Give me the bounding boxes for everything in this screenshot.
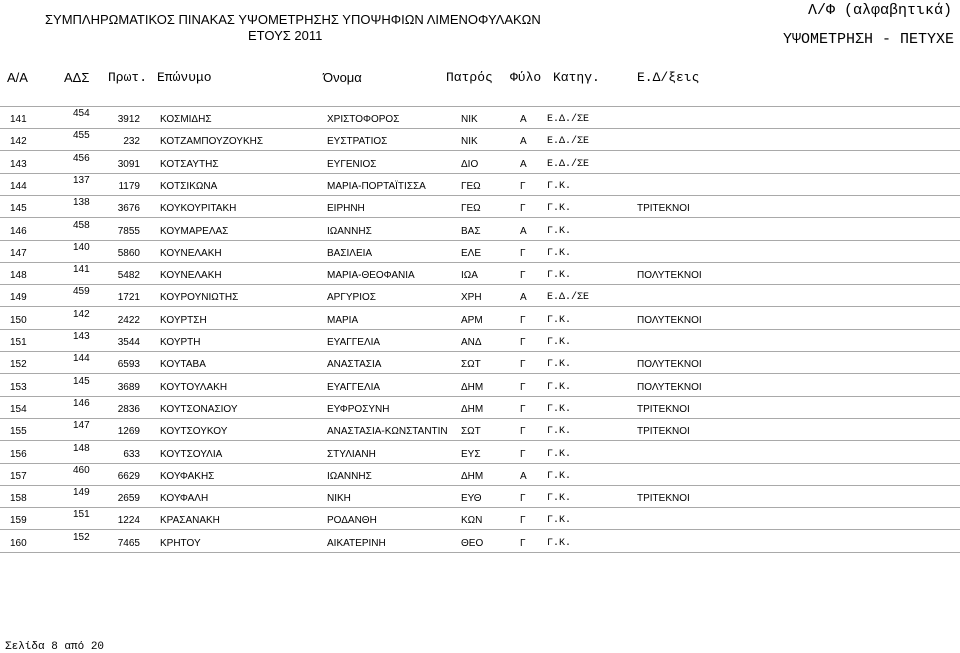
cell-category: Ε.Δ./ΣΕ	[547, 136, 590, 148]
cell-patronymic: ΕΛΕ	[461, 247, 482, 259]
cell-name: ΑΡΓΥΡΙΟΣ	[327, 292, 376, 304]
cell-category: Ε.Δ./ΣΕ	[547, 292, 590, 304]
cell-name: ΙΩΑΝΝΗΣ	[327, 470, 372, 482]
cell-surname: ΚΟΥΡΤΗ	[160, 337, 201, 348]
cell-patronymic: ΑΡΜ	[461, 314, 483, 326]
cell-aa: 150	[10, 314, 27, 326]
cell-name: ΕΥΦΡΟΣΥΝΗ	[327, 403, 390, 415]
cell-patronymic: ΚΩΝ	[461, 515, 483, 527]
table-row	[0, 262, 960, 284]
cell-category: Γ.Κ.	[547, 537, 572, 549]
cell-surname: ΚΡΑΣΑΝΑΚΗ	[160, 515, 220, 527]
table-row	[0, 151, 960, 173]
cell-name: ΣΤΥΛΙΑΝΗ	[327, 448, 376, 460]
cell-name: ΜΑΡΙΑ-ΠΟΡΤΑΪΤΙΣΣΑ	[327, 180, 426, 192]
cell-category: Γ.Κ.	[547, 225, 572, 237]
cell-ads: 144	[73, 353, 90, 365]
cell-aa: 143	[10, 158, 27, 170]
table-row	[0, 329, 960, 351]
cell-sex: Γ	[520, 270, 526, 282]
cell-sex: Γ	[520, 493, 526, 505]
cell-prot: 1269	[117, 426, 140, 438]
cell-category: Γ.Κ.	[547, 470, 572, 482]
cell-patronymic: ΓΕΩ	[461, 180, 481, 192]
cell-category: Ε.Δ./ΣΕ	[547, 114, 590, 125]
cell-aa: 146	[10, 225, 27, 237]
cell-ads: 143	[73, 331, 90, 342]
cell-sex: Γ	[520, 359, 526, 371]
cell-prot: 633	[123, 448, 140, 460]
cell-note: ΠΟΛΥΤΕΚΝΟΙ	[637, 270, 702, 282]
cell-name: ΧΡΙΣΤΟΦΟΡΟΣ	[327, 114, 400, 125]
cell-aa: 144	[10, 180, 27, 192]
cell-ads: 137	[73, 174, 90, 186]
cell-surname: ΚΟΣΜΙΔΗΣ	[160, 114, 212, 125]
cell-ads: 145	[73, 375, 90, 387]
cell-surname: ΚΟΥΤΟΥΛΑΚΗ	[160, 381, 228, 393]
cell-category: Γ.Κ.	[547, 337, 572, 348]
cell-ads: 140	[73, 241, 90, 253]
cell-surname: ΚΟΤΖΑΜΠΟΥΖΟΥΚΗΣ	[160, 136, 264, 148]
cell-sex: Γ	[520, 426, 526, 438]
cell-patronymic: ΓΕΩ	[461, 203, 481, 215]
cell-aa: 142	[10, 136, 27, 148]
col-header-surname: Επώνυμο	[157, 70, 212, 85]
cell-surname: ΚΟΥΦΑΛΗ	[160, 493, 209, 505]
col-header-aa: Α/Α	[7, 70, 28, 85]
cell-name: ΡΟΔΑΝΘΗ	[327, 515, 377, 527]
cell-prot: 2659	[117, 493, 140, 505]
cell-patronymic: ΧΡΗ	[461, 292, 482, 304]
cell-category: Γ.Κ.	[547, 403, 572, 415]
col-header-ads: ΑΔΣ	[64, 70, 90, 85]
cell-aa: 149	[10, 292, 27, 304]
cell-aa: 141	[10, 114, 27, 125]
table-row	[0, 441, 960, 463]
cell-prot: 3676	[117, 203, 140, 215]
cell-ads: 454	[73, 108, 90, 119]
cell-patronymic: ΔΗΜ	[461, 470, 484, 482]
cell-category: Γ.Κ.	[547, 381, 572, 393]
cell-patronymic: ΔΗΜ	[461, 381, 484, 393]
cell-note: ΠΟΛΥΤΕΚΝΟΙ	[637, 381, 702, 393]
cell-sex: Γ	[520, 515, 526, 527]
table-row	[0, 507, 960, 529]
cell-aa: 153	[10, 381, 27, 393]
cell-sex: Α	[520, 292, 527, 304]
cell-aa: 155	[10, 426, 27, 438]
table-row	[0, 374, 960, 396]
cell-surname: ΚΟΥΤΣΟΥΛΙΑ	[160, 448, 223, 460]
cell-category: Γ.Κ.	[547, 448, 572, 460]
table-row	[0, 173, 960, 195]
cell-ads: 141	[73, 264, 90, 276]
cell-surname: ΚΟΥΝΕΛΑΚΗ	[160, 247, 222, 259]
cell-surname: ΚΟΤΣΑΥΤΗΣ	[160, 158, 219, 170]
cell-category: Γ.Κ.	[547, 270, 572, 282]
cell-patronymic: ΕΥΣ	[461, 448, 481, 460]
table-row	[0, 530, 960, 552]
cell-surname: ΚΟΥΜΑΡΕΛΑΣ	[160, 225, 229, 237]
cell-ads: 455	[73, 130, 90, 142]
cell-ads: 152	[73, 531, 90, 543]
cell-sex: Γ	[520, 537, 526, 549]
cell-sex: Α	[520, 136, 527, 148]
cell-aa: 160	[10, 537, 27, 549]
cell-ads: 142	[73, 308, 90, 320]
table-row	[0, 351, 960, 373]
cell-surname: ΚΟΥΡΟΥΝΙΩΤΗΣ	[160, 292, 239, 304]
cell-name: ΕΥΓΕΝΙΟΣ	[327, 158, 377, 170]
cell-surname: ΚΟΥΝΕΛΑΚΗ	[160, 270, 222, 282]
cell-category: Γ.Κ.	[547, 314, 572, 326]
cell-name: ΕΥΑΓΓΕΛΙΑ	[327, 381, 381, 393]
cell-name: ΕΥΑΓΓΕΛΙΑ	[327, 337, 381, 348]
cell-patronymic: ΣΩΤ	[461, 359, 481, 371]
cell-sex: Γ	[520, 247, 526, 259]
cell-note: ΤΡΙΤΕΚΝΟΙ	[637, 426, 690, 438]
cell-patronymic: ΔΗΜ	[461, 403, 484, 415]
cell-prot: 3689	[117, 381, 140, 393]
cell-note: ΤΡΙΤΕΚΝΟΙ	[637, 493, 690, 505]
cell-name: ΕΙΡΗΝΗ	[327, 203, 365, 215]
cell-prot: 1721	[117, 292, 140, 304]
col-header-prot: Πρωτ.	[108, 70, 148, 85]
cell-prot: 232	[123, 136, 140, 148]
cell-patronymic: ΒΑΣ	[461, 225, 481, 237]
cell-surname: ΚΟΥΡΤΣΗ	[160, 314, 207, 326]
cell-sex: Γ	[520, 314, 526, 326]
table-row	[0, 195, 960, 217]
cell-category: Γ.Κ.	[547, 203, 572, 215]
cell-surname: ΚΡΗΤΟΥ	[160, 537, 201, 549]
cell-name: ΝΙΚΗ	[327, 493, 351, 505]
cell-prot: 7465	[117, 537, 140, 549]
cell-ads: 148	[73, 442, 90, 454]
col-header-note: Ε.Δ/ξεις	[637, 70, 700, 85]
cell-category: Γ.Κ.	[547, 180, 572, 192]
col-header-name: Όνομα	[323, 70, 362, 85]
table-row	[0, 240, 960, 262]
cell-sex: Γ	[520, 381, 526, 393]
cell-name: ΑΝΑΣΤΑΣΙΑ	[327, 359, 382, 371]
cell-sex: Γ	[520, 403, 526, 415]
cell-aa: 158	[10, 493, 27, 505]
cell-surname: ΚΟΥΤΣΟΝΑΣΙΟΥ	[160, 403, 238, 415]
cell-name: ΙΩΑΝΝΗΣ	[327, 225, 372, 237]
cell-prot: 3544	[117, 337, 140, 348]
cell-name: ΒΑΣΙΛΕΙΑ	[327, 247, 373, 259]
cell-patronymic: ΔΙΟ	[461, 158, 479, 170]
cell-ads: 460	[73, 464, 90, 476]
cell-prot: 6593	[117, 359, 140, 371]
cell-ads: 456	[73, 152, 90, 164]
cell-patronymic: ΙΩΑ	[461, 270, 478, 282]
col-header-patronymic: Πατρός	[446, 70, 493, 85]
cell-sex: Α	[520, 114, 527, 125]
cell-surname: ΚΟΥΚΟΥΡΙΤΑΚΗ	[160, 203, 237, 215]
cell-prot: 2422	[117, 314, 140, 326]
measurement-status-label: ΥΨΟΜΕΤΡΗΣΗ - ΠΕΤΥΧΕ	[782, 31, 954, 48]
cell-category: Γ.Κ.	[547, 493, 572, 505]
document-title: ΣΥΜΠΛΗΡΩΜΑΤΙΚΟΣ ΠΙΝΑΚΑΣ ΥΨΟΜΕΤΡΗΣΗΣ ΥΠΟΨΗΦΙΩΝ ΛΙΜΕΝΟΦΥΛΑΚΩΝ	[45, 12, 541, 27]
cell-ads: 459	[73, 286, 90, 298]
cell-prot: 5482	[117, 270, 140, 282]
page-number: Σελίδα 8 από 20	[5, 641, 105, 653]
cell-surname: ΚΟΥΤΣΟΥΚΟΥ	[160, 426, 228, 438]
cell-sex: Γ	[520, 337, 526, 348]
cell-aa: 145	[10, 203, 27, 215]
cell-ads: 138	[73, 197, 90, 209]
cell-surname: ΚΟΤΣΙΚΩΝΑ	[160, 180, 218, 192]
cell-aa: 148	[10, 270, 27, 282]
cell-ads: 147	[73, 420, 90, 432]
cell-patronymic: ΘΕΟ	[461, 537, 484, 549]
cell-aa: 147	[10, 247, 27, 259]
cell-surname: ΚΟΥΦΑΚΗΣ	[160, 470, 215, 482]
cell-aa: 151	[10, 337, 27, 348]
cell-sex: Α	[520, 225, 527, 237]
table-top-divider	[0, 106, 960, 107]
table-row	[0, 284, 960, 306]
cell-prot: 2836	[117, 403, 140, 415]
cell-prot: 7855	[117, 225, 140, 237]
list-type-label: Λ/Φ (αλφαβητικά)	[807, 2, 952, 19]
cell-prot: 1224	[117, 515, 140, 527]
cell-prot: 3912	[117, 114, 140, 125]
table-row	[0, 418, 960, 440]
cell-name: ΜΑΡΙΑ	[327, 314, 359, 326]
cell-ads: 149	[73, 487, 90, 499]
col-header-category: Κατηγ.	[553, 70, 600, 85]
cell-patronymic: ΕΥΘ	[461, 493, 482, 505]
cell-aa: 152	[10, 359, 27, 371]
cell-category: Γ.Κ.	[547, 426, 572, 438]
cell-prot: 6629	[117, 470, 140, 482]
cell-patronymic: ΝΙΚ	[461, 136, 478, 148]
table-row	[0, 485, 960, 507]
cell-aa: 154	[10, 403, 27, 415]
cell-sex: Γ	[520, 180, 526, 192]
cell-aa: 157	[10, 470, 27, 482]
cell-patronymic: ΝΙΚ	[461, 114, 478, 125]
cell-ads: 146	[73, 397, 90, 409]
cell-ads: 458	[73, 219, 90, 231]
cell-prot: 1179	[118, 180, 140, 192]
cell-sex: Α	[520, 470, 527, 482]
table-row	[0, 128, 960, 150]
cell-sex: Α	[520, 158, 527, 170]
document-year: ΕΤΟΥΣ 2011	[248, 28, 323, 43]
cell-note: ΠΟΛΥΤΕΚΝΟΙ	[637, 359, 702, 371]
cell-patronymic: ΣΩΤ	[461, 426, 481, 438]
cell-surname: ΚΟΥΤΑΒΑ	[160, 359, 206, 371]
cell-patronymic: ΑΝΔ	[461, 337, 482, 348]
row-divider	[0, 552, 960, 553]
cell-name: ΑΝΑΣΤΑΣΙΑ-ΚΩΝΣΤΑΝΤΙΝ	[327, 426, 448, 438]
cell-aa: 156	[10, 448, 27, 460]
cell-sex: Γ	[520, 448, 526, 460]
cell-name: ΕΥΣΤΡΑΤΙΟΣ	[327, 136, 388, 148]
cell-name: ΑΙΚΑΤΕΡΙΝΗ	[327, 537, 386, 549]
cell-prot: 3091	[117, 158, 140, 170]
cell-name: ΜΑΡΙΑ-ΘΕΟΦΑΝΙΑ	[327, 270, 415, 282]
cell-sex: Γ	[520, 203, 526, 215]
table-row	[0, 218, 960, 240]
col-header-sex: Φύλο	[510, 70, 542, 85]
cell-prot: 5860	[117, 247, 140, 259]
table-row	[0, 463, 960, 485]
cell-note: ΤΡΙΤΕΚΝΟΙ	[637, 203, 690, 215]
table-row	[0, 307, 960, 329]
cell-category: Ε.Δ./ΣΕ	[547, 158, 590, 170]
cell-ads: 151	[73, 509, 90, 521]
cell-note: ΠΟΛΥΤΕΚΝΟΙ	[637, 314, 702, 326]
cell-aa: 159	[10, 515, 27, 527]
cell-category: Γ.Κ.	[547, 359, 572, 371]
table-row	[0, 106, 960, 128]
cell-category: Γ.Κ.	[547, 515, 572, 527]
table-row	[0, 396, 960, 418]
cell-category: Γ.Κ.	[547, 247, 572, 259]
cell-note: ΤΡΙΤΕΚΝΟΙ	[637, 403, 690, 415]
